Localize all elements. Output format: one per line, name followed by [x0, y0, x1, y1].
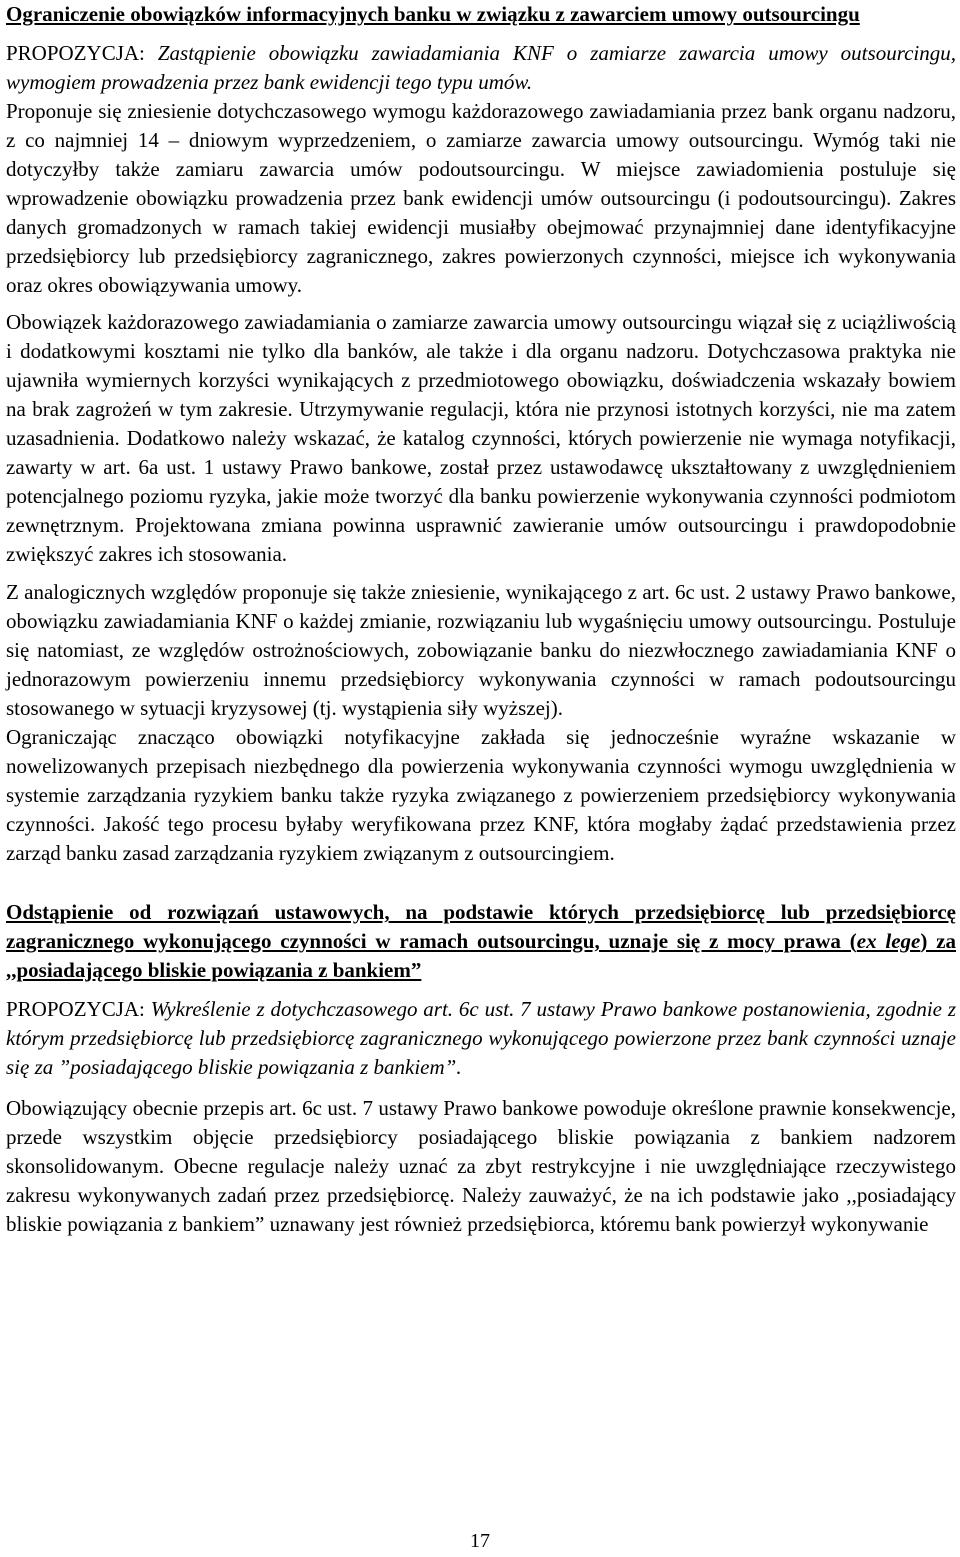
section2-paragraph: Obowiązujący obecnie przepis art. 6c ust. 7 ustawy Prawo bankowe powoduje określone prawnie konsekwencje, przede wszystkim objęcie przedsiębiorcy posiadającego bliskie powiązania z bankiem nadzorem skonsolidowanym. Obecne regulacje należy uznać za zbyt restrykcyjne i nie uwzględniające rzeczywistego zakresu wykonywanych zadań przez przedsiębiorcę. Należy zauważyć, że na ich podstawie jako ,,posiadający bliskie powiązania z bankiem” uznawany jest również przedsiębiorca, któremu bank powierzył wykonywanie	[6, 1096, 956, 1236]
page-number: 17	[470, 1530, 490, 1552]
section2-heading	[6, 898, 956, 985]
section1-paragraph-1: Proponuje się zniesienie dotychczasowego wymogu każdorazowego zawiadamiania przez bank organu nadzoru, z co najmniej 14 – dniowym wyprzedzeniem, o zamiarze zawarcia umowy outsourcingu. Wymóg taki nie dotyczyłby także zamiaru zawarcia umów podoutsourcingu. W miejsce zawiadomienia postuluje się wprowadzenie obowiązku prowadzenia przez bank ewidencji umów outsourcingu (i podoutsourcingu). Zakres danych gromadzonych w ramach takiej ewidencji musiałby obejmować przynajmniej dane identyfikacyjne przedsiębiorcy lub przedsiębiorcy zagranicznego, zakres powierzonych czynności, miejsce ich wykonywania oraz okres obowiązywania umowy.	[6, 99, 956, 297]
section1-paragraph-4: Ograniczając znacząco obowiązki notyfikacyjne zakłada się jednocześnie wyraźne wskazanie w nowelizowanych przepisach niezbędnego dla powierzenia wykonywania czynności wymogu uwzględnienia w systemie zarządzania ryzykiem banku także ryzyka związanego z powierzeniem przedsiębiorcy wykonywania czynności. Jakość tego procesu byłaby weryfikowana przez KNF, która mogłaby żądać przedstawienia przez zarząd banku zasad zarządzania ryzykiem związanym z outsourcingiem.	[6, 725, 956, 865]
section2-proposal-text: Wykreślenie z dotychczasowego art. 6c ust. 7 ustawy Prawo bankowe postanowienia, zgodnie z którym przedsiębiorcę lub przedsiębiorcę zagranicznego wykonującego powierzone przez bank czynności uznaje się za ”posiadającego bliskie powiązania z bankiem”.	[6, 997, 956, 1079]
section1-heading: Ograniczenie obowiązków informacyjnych banku w związku z zawarciem umowy outsourcingu	[6, 2, 860, 26]
section1-proposal-text: Zastąpienie obowiązku zawiadamiania KNF o zamiarze zawarcia umowy outsourcingu, wymogiem prowadzenia przez bank ewidencji tego typu umów.	[6, 41, 956, 94]
document-page	[6, 0, 956, 1239]
section2-heading-part1: Odstąpienie od rozwiązań ustawowych, na podstawie których przedsiębiorcę lub przedsiębiorcę zagranicznego wykonującego czynności w ramach outsourcingu, uznaje się z mocy prawa (	[6, 900, 956, 953]
section1-proposal	[6, 39, 956, 97]
section2-proposal	[6, 995, 956, 1082]
section1-paragraph-3: Z analogicznych względów proponuje się także zniesienie, wynikającego z art. 6c ust. 2 ustawy Prawo bankowe, obowiązku zawiadamiania KNF o każdej zmianie, rozwiązaniu lub wygaśnięciu umowy outsourcingu. Postuluje się natomiast, ze względów ostrożnościowych, zobowiązanie banku do niezwłocznego zawiadamiania KNF o jednorazowym powierzeniu innemu przedsiębiorcy wykonywania czynności w ramach podoutsourcingu stosowanego w sytuacji kryzysowej (tj. wystąpienia siły wyższej).	[6, 580, 956, 720]
section1-paragraph-2: Obowiązek każdorazowego zawiadamiania o zamiarze zawarcia umowy outsourcingu wiązał się z uciążliwością i dodatkowymi kosztami nie tylko dla banków, ale także i dla organu nadzoru. Dotychczasowa praktyka nie ujawniła wymiernych korzyści wynikających z przedmiotowego obowiązku, doświadczenia wskazały bowiem na brak zagrożeń w tym zakresie. Utrzymywanie regulacji, która nie przynosi istotnych korzyści, nie ma zatem uzasadnienia. Dodatkowo należy wskazać, że katalog czynności, których powierzenie nie wymaga notyfikacji, zawarty w art. 6a ust. 1 ustawy Prawo bankowe, został przez ustawodawcę ukształtowany z uwzględnieniem potencjalnego poziomu ryzyka, jakie może tworzyć dla banku powierzenie wykonywania czynności podmiotom zewnętrznym. Projektowana zmiana powinna usprawnić zawieranie umów outsourcingu i prawdopodobnie zwiększyć zakres ich stosowania.	[6, 310, 956, 566]
section2-heading-part2: ) za ,,posiadającego bliskie powiązania z bankiem”	[6, 929, 957, 982]
section2-proposal-label: PROPOZYCJA:	[6, 997, 151, 1021]
section1-proposal-label: PROPOZYCJA:	[6, 41, 158, 65]
section2-heading-italic: ex lege	[856, 929, 921, 953]
